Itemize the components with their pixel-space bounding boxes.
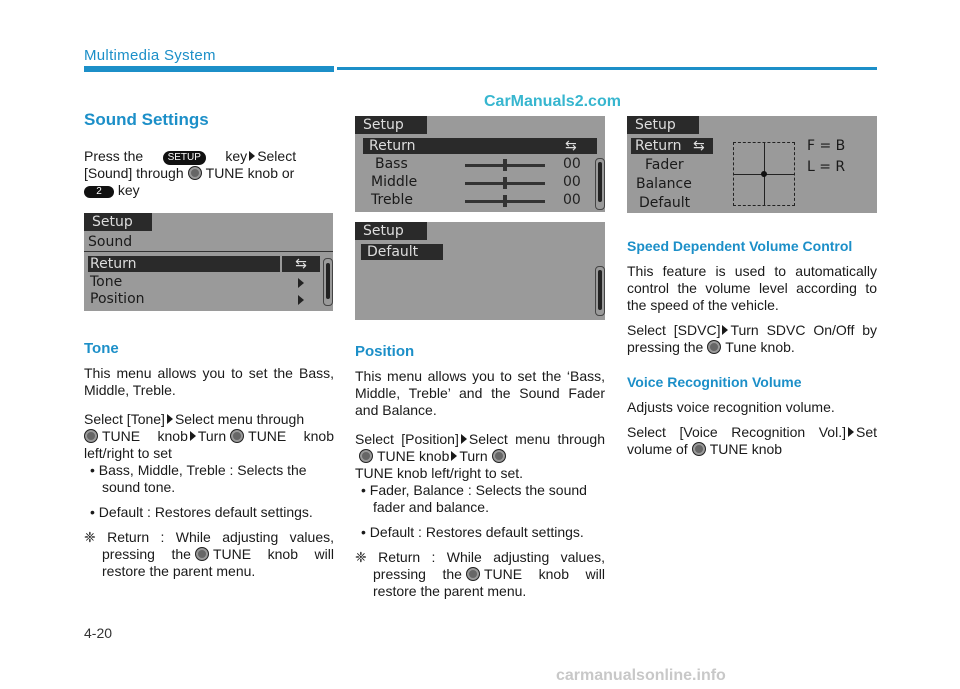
header-bar: [84, 66, 334, 72]
position-bullet-1: • Fader, Balance : Selects the sound fader and balance.: [361, 482, 587, 515]
scroll-thumb[interactable]: [598, 270, 602, 310]
text: TUNE knob: [709, 441, 783, 457]
text: Select menu through: [174, 411, 305, 427]
return-icon[interactable]: ⇆: [282, 256, 320, 272]
balance-value: L = R: [807, 159, 846, 175]
text: Tune knob.: [725, 339, 795, 355]
voice-select: [627, 424, 877, 458]
sdvc-select: [627, 322, 877, 356]
heading-position: Position: [355, 343, 415, 360]
menu-item-tone[interactable]: Tone: [90, 274, 123, 290]
arrow-right-icon: [848, 427, 854, 437]
text-key: key: [225, 148, 248, 164]
sound-settings-text: [84, 148, 334, 199]
menu-item-bass[interactable]: Bass: [375, 156, 408, 172]
screen-position: [627, 116, 877, 213]
column-left: [84, 111, 334, 199]
position-select: [355, 431, 605, 482]
arrow-right-icon: [451, 451, 457, 461]
menu-item-return[interactable]: Return: [631, 138, 713, 154]
fader-value: F = B: [807, 138, 846, 154]
tune-knob-icon: [466, 567, 480, 581]
heading-sdvc: Speed Dependent Volume Control: [627, 238, 853, 254]
return-icon[interactable]: ⇆: [565, 138, 577, 154]
tune-knob-icon: [195, 547, 209, 561]
text-press: Press the: [84, 148, 144, 164]
chevron-right-icon: [298, 278, 304, 288]
voice-intro: Adjusts voice recognition volume.: [627, 399, 835, 415]
tune-knob-icon: [359, 449, 373, 463]
heading-sound-settings: Sound Settings: [84, 110, 209, 129]
text: TUNE knob: [102, 428, 188, 444]
scroll-thumb[interactable]: [326, 263, 330, 299]
menu-item-fader[interactable]: Fader: [645, 157, 684, 173]
text: ❈ Return : While adjusting values, pressing the: [84, 529, 334, 562]
divider: [84, 251, 333, 252]
bass-slider-handle[interactable]: [503, 159, 507, 171]
tone-bullet-1: • Bass, Middle, Treble : Selects the sound tone.: [90, 462, 307, 495]
text: Select [Tone]: [84, 411, 165, 427]
menu-item-return[interactable]: Return: [363, 138, 597, 154]
text: TUNE knob: [377, 448, 450, 464]
screen-default: [355, 222, 605, 320]
text: Turn SDVC On/Off by pressing the: [627, 322, 877, 355]
tune-knob-icon: [707, 340, 721, 354]
middle-value: 00: [563, 174, 581, 190]
text-tune-knob-or: TUNE knob or: [205, 165, 295, 181]
key-2-icon: 2: [84, 186, 114, 198]
tune-knob-icon: [692, 442, 706, 456]
position-note: [355, 549, 605, 600]
treble-value: 00: [563, 192, 581, 208]
position-intro: This menu allows you to set the ‘Bass, Middle, Treble’ and the Sound Fader and Balance.: [355, 368, 605, 418]
menu-item-default[interactable]: Default: [639, 195, 691, 211]
menu-item-middle[interactable]: Middle: [371, 174, 418, 190]
sdvc-intro: This feature is used to automatically control the volume level according to the speed of the vehicle.: [627, 263, 877, 313]
tune-knob-icon: [230, 429, 244, 443]
text-sound-through: [Sound] through: [84, 165, 184, 181]
heading-tone: Tone: [84, 340, 119, 357]
position-marker[interactable]: [761, 171, 767, 177]
screen-tab: Setup: [627, 116, 699, 134]
tune-knob-icon: [84, 429, 98, 443]
watermark-top: CarManuals2.com: [484, 93, 621, 110]
arrow-right-icon: [722, 325, 728, 335]
menu-item-balance[interactable]: Balance: [636, 176, 692, 192]
arrow-right-icon: [249, 151, 255, 161]
chevron-right-icon: [298, 295, 304, 305]
menu-item-treble[interactable]: Treble: [371, 192, 413, 208]
tone-note: [84, 529, 334, 580]
tone-section: [84, 340, 334, 588]
screen-tone: [355, 116, 605, 212]
fader-balance-grid[interactable]: [733, 142, 795, 206]
tone-select: [84, 411, 334, 462]
text: TUNE knob left/right to set: [84, 428, 334, 461]
watermark-bottom: carmanualsonline.info: [556, 667, 726, 684]
screen-tab: Setup: [355, 116, 427, 134]
position-bullet-2: • Default : Restores default settings.: [361, 524, 584, 540]
screen-tab: Setup: [355, 222, 427, 240]
text: TUNE knob will restore the parent menu.: [373, 566, 605, 599]
text-select: Select: [257, 148, 297, 164]
middle-slider-handle[interactable]: [503, 177, 507, 189]
section-header: Multimedia System: [84, 47, 216, 64]
menu-item-position[interactable]: Position: [90, 291, 145, 307]
text: Select menu through: [468, 431, 605, 447]
setup-key-icon: SETUP: [163, 151, 206, 165]
arrow-right-icon: [461, 434, 467, 444]
heading-voice: Voice Recognition Volume: [627, 374, 802, 390]
scroll-thumb[interactable]: [598, 162, 602, 202]
return-icon[interactable]: ⇆: [693, 138, 705, 154]
text: Select [SDVC]: [627, 322, 721, 338]
tone-intro: This menu allows you to set the Bass, Middle, Treble.: [84, 365, 334, 398]
text: TUNE knob left/right to set.: [355, 465, 524, 481]
header-rule: [337, 67, 877, 70]
text: Select [Position]: [355, 431, 459, 447]
screen-title: Sound: [88, 234, 133, 250]
text: TUNE knob will restore the parent menu.: [102, 546, 334, 579]
arrow-right-icon: [167, 414, 173, 424]
menu-item-default[interactable]: Default: [361, 244, 443, 260]
text: ❈ Return : While adjusting values, pressing the: [355, 549, 605, 582]
treble-slider-handle[interactable]: [503, 195, 507, 207]
text: Turn: [459, 448, 488, 464]
arrow-right-icon: [190, 431, 196, 441]
position-section: [355, 343, 605, 608]
menu-item-return[interactable]: Return: [88, 256, 280, 272]
page-number: 4-20: [84, 625, 113, 641]
column-right: [627, 238, 877, 466]
bass-value: 00: [563, 156, 581, 172]
tune-knob-icon: [492, 449, 506, 463]
text: Select [Voice Recognition Vol.]: [627, 424, 846, 440]
tune-knob-icon: [188, 166, 202, 180]
tone-bullet-2: • Default : Restores default settings.: [90, 504, 313, 520]
text-key-end: key: [117, 182, 140, 198]
text: Turn: [197, 428, 227, 444]
screen-sound: [84, 213, 333, 311]
screen-tab: Setup: [84, 213, 152, 231]
text: Set volume of: [627, 424, 877, 457]
